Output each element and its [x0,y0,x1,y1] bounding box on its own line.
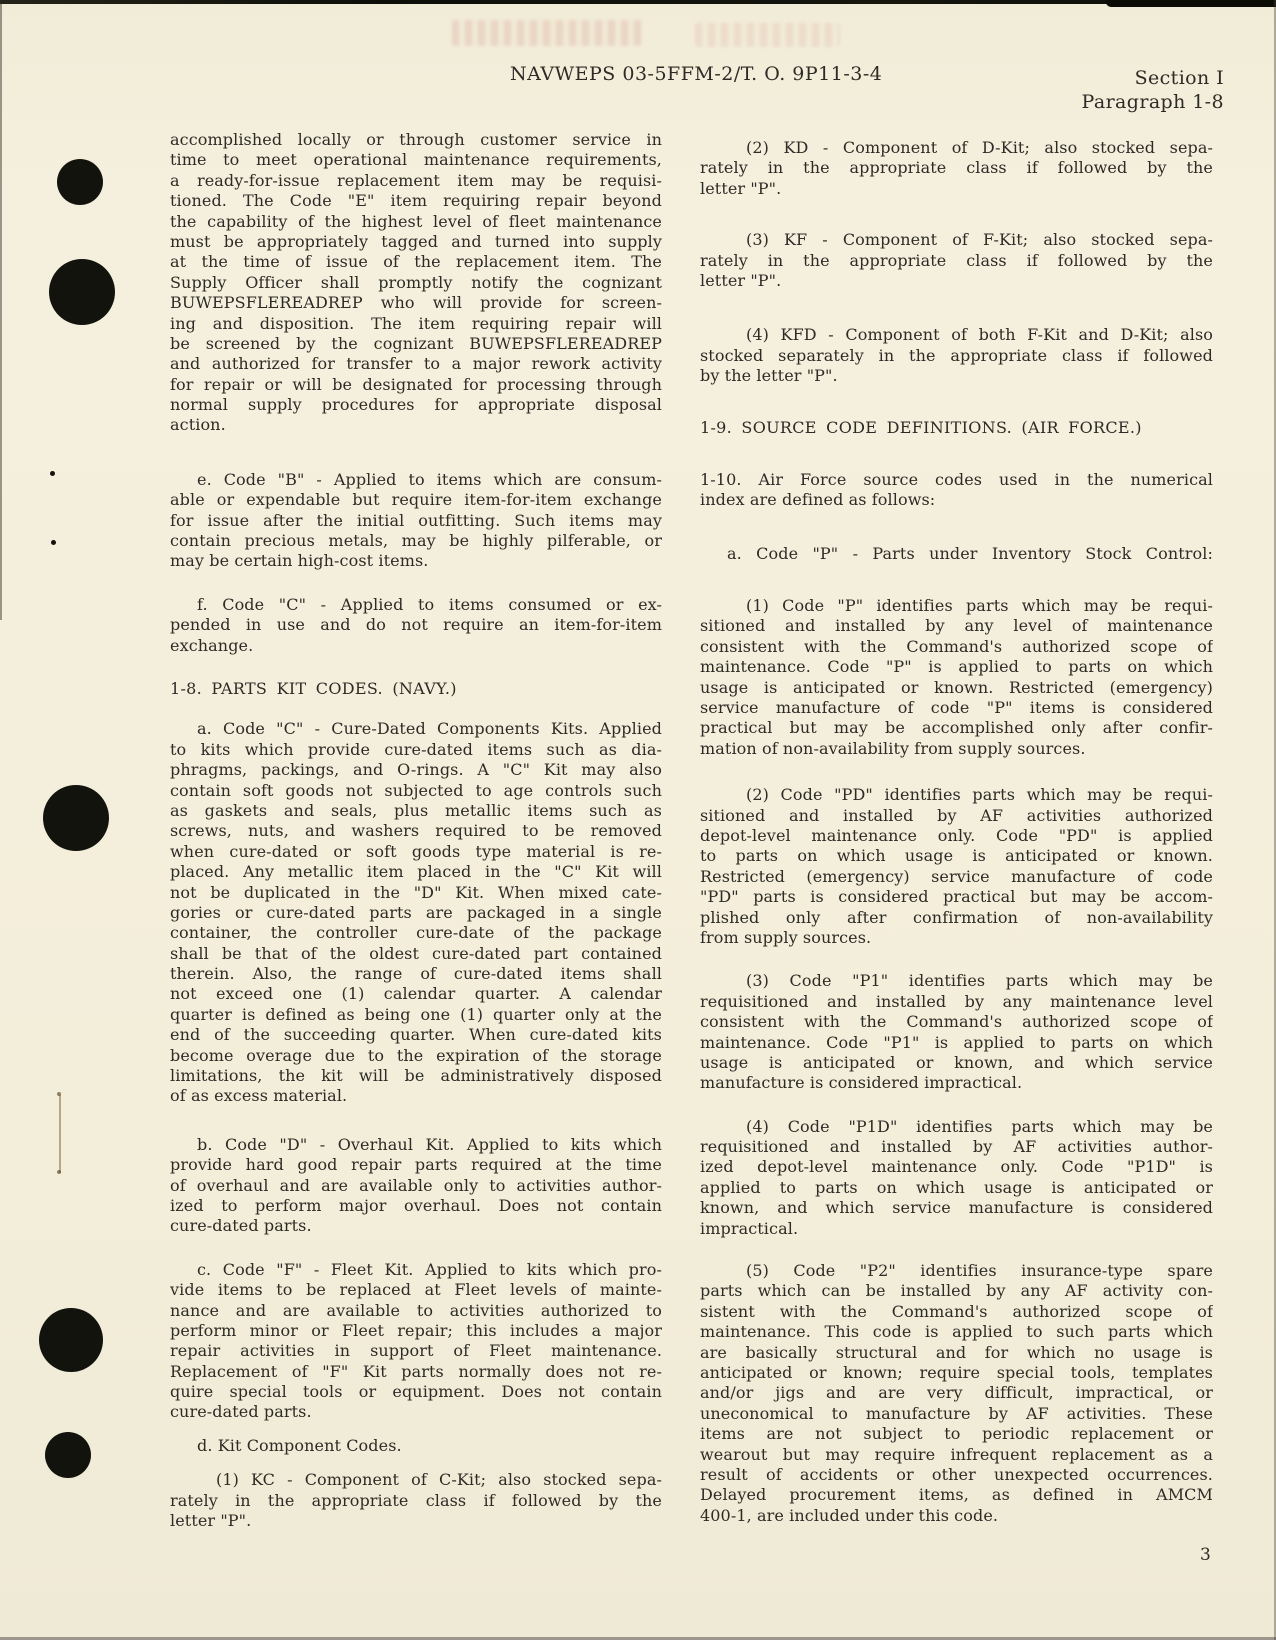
text-line: b. Code "D" - Overhaul Kit. Applied to kits which [197,1134,662,1154]
text-line: parts which can be installed by any AF activity con- [700,1281,1213,1301]
text-line: time to meet operational maintenance requirements, [170,150,662,170]
text-line: (5) Code "P2" identifies insurance-type spare [746,1261,1213,1281]
text-line: c. Code "F" - Fleet Kit. Applied to kits which pro- [197,1259,662,1279]
text-line: not be duplicated in the "D" Kit. When mixed cate- [170,882,662,902]
text-line: (2) KD - Component of D-Kit; also stocked sepa- [746,138,1213,157]
text-line: service manufacture of code "P" items is considered [700,698,1213,718]
text-line: a ready-for-issue replacement item may be requisi- [170,170,662,190]
text-line: requisitioned and installed by AF activities author- [700,1137,1213,1157]
text-line: shall be that of the oldest cure-dated part contained [170,943,662,963]
ink-speck [51,540,56,545]
para-code-b [170,470,662,572]
para-code-p [700,596,1213,759]
text-line: consistent with the Command's authorized scope of [700,636,1213,656]
text-line: depot-level maintenance only. Code "PD" is applied [700,825,1213,845]
text-line: letter "P". [170,1511,252,1531]
text-line: ized depot-level maintenance only. Code "P1D" is [700,1157,1213,1177]
heading-1-8 [170,679,662,699]
stamp-smudge [695,23,840,47]
text-line: letter "P". [700,178,782,198]
text-line: letter "P". [700,270,782,290]
text-line: sistent with the Command's authorized scope of [700,1301,1213,1321]
text-line: tioned. The Code "E" item requiring repair beyond [170,191,662,211]
text-line: perform minor or Fleet repair; this includes a major [170,1320,662,1340]
text-line: as gaskets and seals, plus metallic items such as [170,800,662,820]
para-kf-component [700,230,1213,291]
text-line: rately in the appropriate class if followed by the [170,1490,662,1510]
binder-dot [43,785,109,851]
text-line: normal supply procedures for appropriate disposal [170,395,662,415]
text-line: Delayed procurement items, as defined in AMCM [700,1485,1213,1505]
text-line: provide hard good repair parts required at the time [170,1155,662,1175]
text-line: when cure-dated or soft goods type material is re- [170,841,662,861]
para-1-10 [700,470,1213,511]
text-line: maintenance. Code "P1" is applied to parts on which [700,1032,1213,1052]
text-line: by the letter "P". [700,366,838,386]
text-line: contain precious metals, may be highly pilferable, or [170,531,662,551]
para-code-p2 [700,1261,1213,1526]
text-line: contain soft goods not subjected to age controls such [170,780,662,800]
text-line: (4) Code "P1D" identifies parts which may be [746,1116,1213,1136]
text-line: usage is anticipated or known. Restricted (emergency) [700,677,1213,697]
text-line: sitioned and installed by any level of maintenance [700,616,1213,636]
text-line: and/or jigs and are very difficult, impractical, or [700,1383,1213,1403]
para-fleet-kit [170,1260,662,1423]
right-text-column [700,138,1213,1526]
text-line: not exceed one (1) calendar quarter. A calendar [170,984,662,1004]
text-line: (2) Code "PD" identifies parts which may be requi- [746,785,1213,805]
text-line: e. Code "B" - Applied to items which are consum- [197,469,662,489]
para-kc-component [170,1470,662,1531]
text-line: maintenance. This code is applied to such parts which [700,1322,1213,1342]
text-line: (3) Code "P1" identifies parts which may be [746,971,1213,991]
text-line: BUWEPSFLEREADREP who will provide for screen- [170,293,662,313]
text-line: 1-9. SOURCE CODE DEFINITIONS. (AIR FORCE.) [700,417,1142,437]
text-line: known, and which service manufacture is considered [700,1198,1213,1218]
text-line: manufacture is considered impractical. [700,1073,1023,1093]
text-line: d. Kit Component Codes. [197,1435,402,1455]
text-line: to kits which provide cure-dated items such as dia- [170,739,662,759]
text-line: Supply Officer shall promptly notify the cognizant [170,272,662,292]
section-label: Section I [1134,67,1224,89]
text-line: limitations, the kit will be administratively disposed [170,1066,662,1086]
text-line: quarter is defined as being one (1) quarter only at the [170,1004,662,1024]
text-line: (3) KF - Component of F-Kit; also stocked sepa- [746,230,1213,250]
para-kfd-component [700,325,1213,386]
text-line: are basically structural and for which no usage is [700,1342,1213,1362]
text-line: ing and disposition. The item requiring repair will [170,313,662,333]
text-line: exchange. [170,635,254,655]
ink-speck [57,1170,61,1174]
ink-speck [50,471,55,476]
para-kit-component-codes [170,1436,662,1456]
text-line: screws, nuts, and washers required to be removed [170,821,662,841]
text-line: mation of non-availability from supply sources. [700,738,1086,758]
text-line: consistent with the Command's authorized scope of [700,1012,1213,1032]
page-number: 3 [1200,1545,1211,1565]
text-line: may be certain high-cost items. [170,551,429,571]
para-code-p1 [700,971,1213,1093]
para-kd-component [700,138,1213,199]
stamp-smudge [452,20,642,46]
text-line: therein. Also, the range of cure-dated items shall [170,964,662,984]
text-line: nance and are available to activities authorized to [170,1300,662,1320]
text-line: repair activities in support of Fleet maintenance. [170,1341,662,1361]
text-line: a. Code "P" - Parts under Inventory Stock Control: [727,543,1213,563]
text-line: 1-10. Air Force source codes used in the numerical [700,469,1213,489]
text-line: 400-1, are included under this code. [700,1505,999,1525]
text-line: a. Code "C" - Cure-Dated Components Kits. Applied [197,719,662,739]
text-line: stocked separately in the appropriate class if followed [700,345,1213,365]
binder-dot [57,159,103,205]
para-cure-dated-kits [170,719,662,1106]
text-line: requisitioned and installed by any maintenance level [700,991,1213,1011]
para-code-p1d [700,1117,1213,1239]
text-line: rately in the appropriate class if followed by the [700,250,1213,270]
text-line: for repair or will be designated for processing through [170,374,662,394]
text-line: vide items to be replaced at Fleet levels of mainte- [170,1280,662,1300]
text-line: f. Code "C" - Applied to items consumed or ex- [197,594,662,614]
text-line: from supply sources. [700,927,872,947]
ink-speck [57,1092,61,1096]
text-line: of overhaul and are available only to activities author- [170,1175,662,1195]
text-line: be screened by the cognizant BUWEPSFLEREADREP [170,333,662,353]
text-line: rately in the appropriate class if followed by the [700,158,1213,178]
text-line: result of accidents or other unexpected occurrences. [700,1464,1213,1484]
heading-1-9 [700,418,1213,438]
text-line: become overage due to the expiration of the storage [170,1045,662,1065]
text-line: sitioned and installed by AF activities authorized [700,805,1213,825]
document-number: NAVWEPS 03-5FFM-2/T. O. 9P11-3-4 [510,63,883,85]
text-line: placed. Any metallic item placed in the "C" Kit will [170,862,662,882]
text-line: maintenance. Code "P" is applied to parts on which [700,657,1213,677]
text-line: accomplished locally or through customer service in [170,130,662,149]
text-line: to parts on which usage is anticipated or known. [700,846,1213,866]
para-overhaul-kit [170,1135,662,1237]
section-reference [1082,66,1224,114]
binder-dot [49,259,115,325]
text-line: ized to perform major overhaul. Does not contain [170,1195,662,1215]
text-line: anticipated or known; require special tools, templates [700,1362,1213,1382]
text-line: and authorized for transfer to a major rework activity [170,354,662,374]
binder-dot [39,1308,103,1372]
binder-dot [45,1432,91,1478]
text-line: (4) KFD - Component of both F-Kit and D-Kit; also [746,325,1213,345]
text-line: for issue after the initial outfitting. Such items may [170,510,662,530]
text-line: pended in use and do not require an item-for-item [170,615,662,635]
ink-scratch [59,1095,61,1173]
text-line: applied to parts on which usage is anticipated or [700,1177,1213,1197]
text-line: wearout but may require infrequent replacement as a [700,1444,1213,1464]
text-line: gories or cure-dated parts are packaged in a single [170,902,662,922]
text-line: must be appropriately tagged and turned into supply [170,231,662,251]
left-text-column [170,130,662,1531]
para-code-p-intro [700,544,1213,564]
para-code-c [170,595,662,656]
scan-left-edge [0,0,2,620]
scan-top-edge [0,0,1276,4]
scan-top-right-edge [1106,0,1276,7]
text-line: action. [170,415,226,435]
text-line: impractical. [700,1218,799,1238]
text-line: "PD" parts is considered practical but may be accom- [700,887,1213,907]
text-line: practical but may be accomplished only after confir- [700,718,1213,738]
text-line: (1) KC - Component of C-Kit; also stocked sepa- [216,1470,662,1490]
text-line: cure-dated parts. [170,1216,312,1236]
text-line: 1-8. PARTS KIT CODES. (NAVY.) [170,678,457,698]
text-line: phragms, packings, and O-rings. A "C" Kit may also [170,760,662,780]
text-line: cure-dated parts. [170,1402,312,1422]
text-line: Replacement of "F" Kit parts normally does not re- [170,1361,662,1381]
paragraph-label: Paragraph 1-8 [1081,91,1224,113]
text-line: plished only after confirmation of non-availability [700,907,1213,927]
text-line: the capability of the highest level of fleet maintenance [170,211,662,231]
text-line: container, the controller cure-date of the package [170,923,662,943]
text-line: usage is anticipated or known, and which service [700,1052,1213,1072]
text-line: able or expendable but require item-for-item exchange [170,490,662,510]
text-line: at the time of issue of the replacement item. The [170,252,662,272]
text-line: Restricted (emergency) service manufacture of code [700,866,1213,886]
text-line: end of the succeeding quarter. When cure-dated kits [170,1025,662,1045]
para-code-e-continuation [170,130,662,436]
text-line: quire special tools or equipment. Does not contain [170,1382,662,1402]
text-line: uneconomical to manufacture by AF activities. These [700,1403,1213,1423]
text-line: items are not subject to periodic replacement or [700,1424,1213,1444]
text-line: of as excess material. [170,1086,348,1106]
para-code-pd [700,785,1213,948]
text-line: index are defined as follows: [700,490,936,510]
text-line: (1) Code "P" identifies parts which may be requi- [746,596,1213,616]
